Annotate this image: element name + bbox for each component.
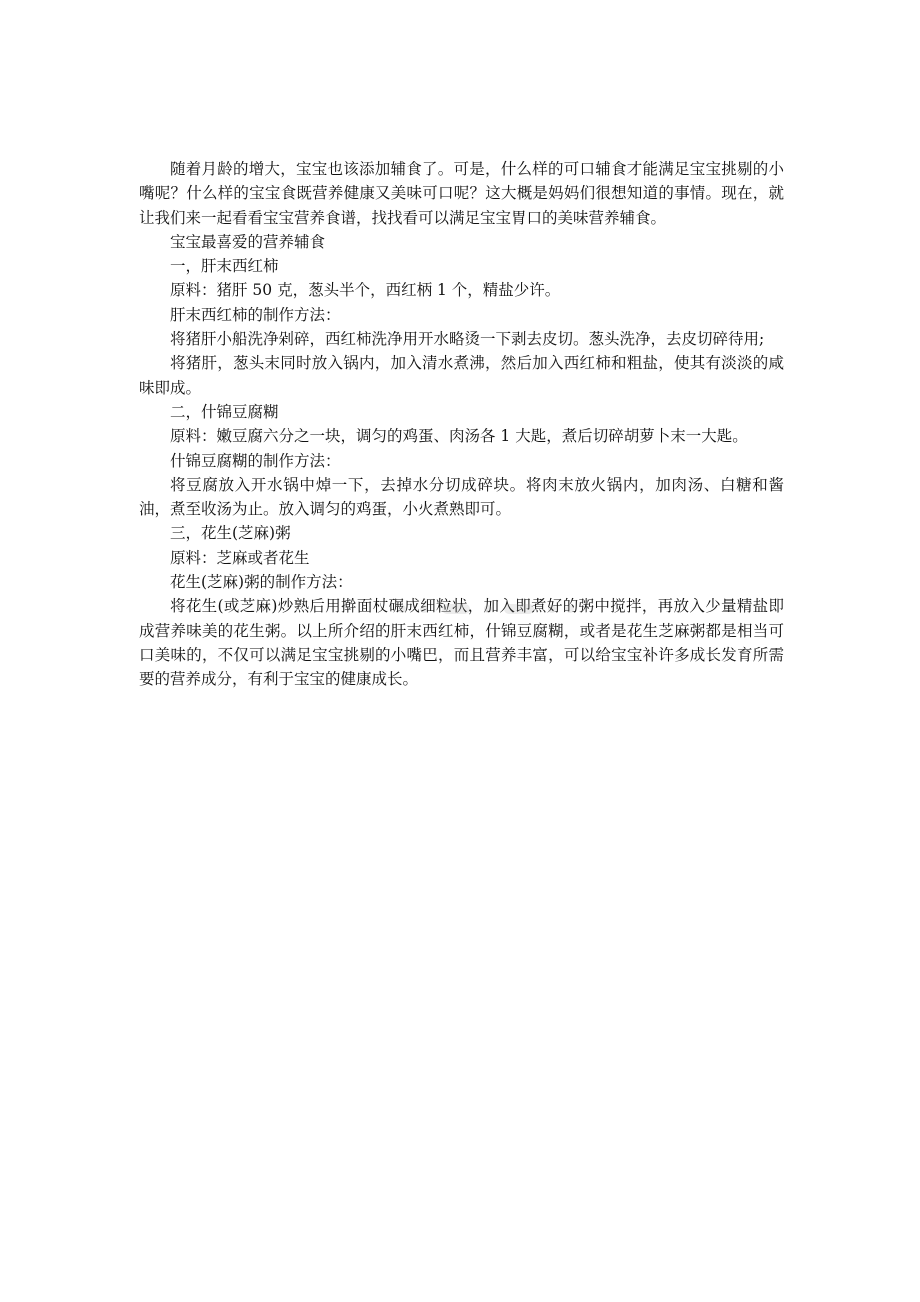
recipe-3-ingredients: 原料：芝麻或者花生 [170, 548, 310, 567]
recipe-1-ingredients: 原料：猪肝 50 克，葱头半个，西红柄 1 个，精盐少许。 [170, 281, 561, 300]
recipe-2-method-heading: 什锦豆腐糊的制作方法： [170, 451, 341, 470]
recipe-1-step-2: 将猪肝，葱头末同时放入锅内，加入清水煮沸，然后加入西红柿和粗盐，使其有淡淡的咸味即成。 [139, 354, 784, 397]
recipe-1-heading: 一，肝末西红柿 [170, 257, 279, 276]
recipe-2-ingredients: 原料：嫩豆腐六分之一块，调匀的鸡蛋、肉汤各 1 大匙，煮后切碎胡萝卜末一大匙。 [170, 427, 748, 446]
document-body [139, 157, 784, 692]
recipe-3-method-heading: 花生(芝麻)粥的制作方法： [170, 573, 353, 592]
section-title: 宝宝最喜爱的营养辅食 [170, 232, 326, 251]
recipe-2-heading: 二，什锦豆腐糊 [170, 402, 279, 421]
recipe-3-heading: 三，花生(芝麻)粥 [170, 524, 291, 543]
intro-paragraph: 随着月龄的增大，宝宝也该添加辅食了。可是，什么样的可口辅食才能满足宝宝挑剔的小嘴呢？什么样的宝宝食既营养健康又美味可口呢？这大概是妈妈们很想知道的事情。现在，就让我们来一起看看宝宝营养食谱，找找看可以满足宝宝胃口的美味营养辅食。 [139, 160, 784, 227]
recipe-3-step-and-conclusion: 将花生(或芝麻)炒熟后用擀面杖碾成细粒状，加入即煮好的粥中搅拌，再放入少量精盐即成营养味美的花生粥。以上所介绍的肝末西红柿，什锦豆腐糊，或者是花生芝麻粥都是相当可口美味的，不仅可以满足宝宝挑剔的小嘴巴，而且营养丰富，可以给宝宝补许多成长发育所需要的营养成分，有利于宝宝的健康成长。 [139, 597, 784, 689]
recipe-1-step-1: 将猪肝小船洗净剁碎，西红柿洗净用开水略烫一下剥去皮切。葱头洗净，去皮切碎待用; [170, 330, 765, 349]
recipe-1-method-heading: 肝末西红柿的制作方法： [170, 305, 341, 324]
recipe-2-step-1: 将豆腐放入开水锅中焯一下，去掉水分切成碎块。将肉末放火锅内，加肉汤、白糖和酱油，煮至收汤为止。放入调匀的鸡蛋，小火煮熟即可。 [139, 475, 784, 519]
